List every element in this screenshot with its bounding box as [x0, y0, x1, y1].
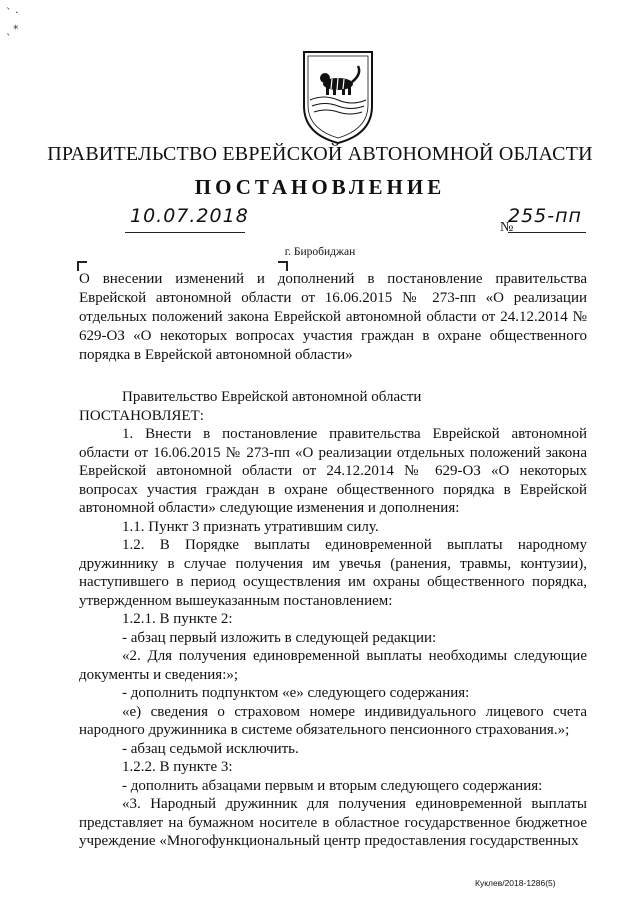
- paragraph: - дополнить абзацами первым и вторым следующего содержания:: [122, 777, 543, 794]
- city-name: г. Биробиджан: [284, 246, 356, 258]
- footer-code: Куклев/2018-1286(5): [475, 878, 556, 888]
- number-underline: [508, 232, 586, 233]
- paragraph: 1.2.2. В пункте 3:: [122, 759, 233, 775]
- number-label: №: [500, 220, 514, 235]
- document-date: 10.07.2018: [130, 205, 249, 227]
- paragraph: - абзац седьмой исключить.: [122, 740, 299, 757]
- margin-scribble: ` · ⁎ `: [6, 6, 19, 45]
- government-name: ПРАВИТЕЛЬСТВО ЕВРЕЙСКОЙ АВТОНОМНОЙ ОБЛАСТИ: [47, 143, 593, 165]
- paragraph: - абзац первый изложить в следующей редакции:: [122, 629, 437, 646]
- resolves-line: ПОСТАНОВЛЯЕТ:: [79, 407, 204, 424]
- document-subject: О внесении изменений и дополнений в постановление правительства Еврейской автономной области от 16.06.2015 № 273-пп «О реализации отдельных положений закона Еврейской автономной области от 24.12.2014 № 629-ОЗ «О некоторых вопросах участия граждан в охране общественного порядка в Еврейской автономной области»: [79, 271, 587, 363]
- paragraph: «3. Народный дружинник для получения единовременной выплаты представляет на бумажном носителе в областное государственное бюджетное учреждение «Многофункциональный центр предоставления государственных: [79, 796, 587, 849]
- intro-line: Правительство Еврейской автономной области: [122, 389, 422, 405]
- document-body: [79, 388, 587, 851]
- paragraph: «2. Для получения единовременной выплаты необходимы следующие документы и сведения:»;: [79, 648, 587, 683]
- date-underline: [125, 232, 245, 233]
- document-number: 255-пп: [508, 205, 582, 227]
- document-type: ПОСТАНОВЛЕНИЕ: [194, 175, 446, 199]
- paragraph: 1.1. Пункт 3 признать утратившим силу.: [122, 518, 379, 535]
- paragraph: 1.2. В Порядке выплаты единовременной выплаты народному дружиннику в случае получения им увечья (ранения, травмы, контузии), наступившего в период осуществления им охраны общественного порядка, утвержденном вышеуказанным постановлением:: [79, 537, 587, 609]
- paragraph: 1.2.1. В пункте 2:: [122, 611, 233, 627]
- coat-of-arms-icon: [300, 48, 376, 146]
- paragraph: «е) сведения о страховом номере индивидуального лицевого счета народного дружинника в системе обязательного пенсионного страхования.»;: [79, 703, 587, 738]
- paragraph: - дополнить подпунктом «е» следующего содержания:: [122, 685, 470, 701]
- paragraph: 1. Внести в постановление правительства Еврейской автономной области от 16.06.2015 № 273-пп «О реализации отдельных положений закона Еврейской автономной области от 24.12.2014 № 629-ОЗ «О некоторых вопросах участия граждан в охране общественного порядка в Еврейской автономной области» следующие изменения и дополнения:: [79, 426, 587, 516]
